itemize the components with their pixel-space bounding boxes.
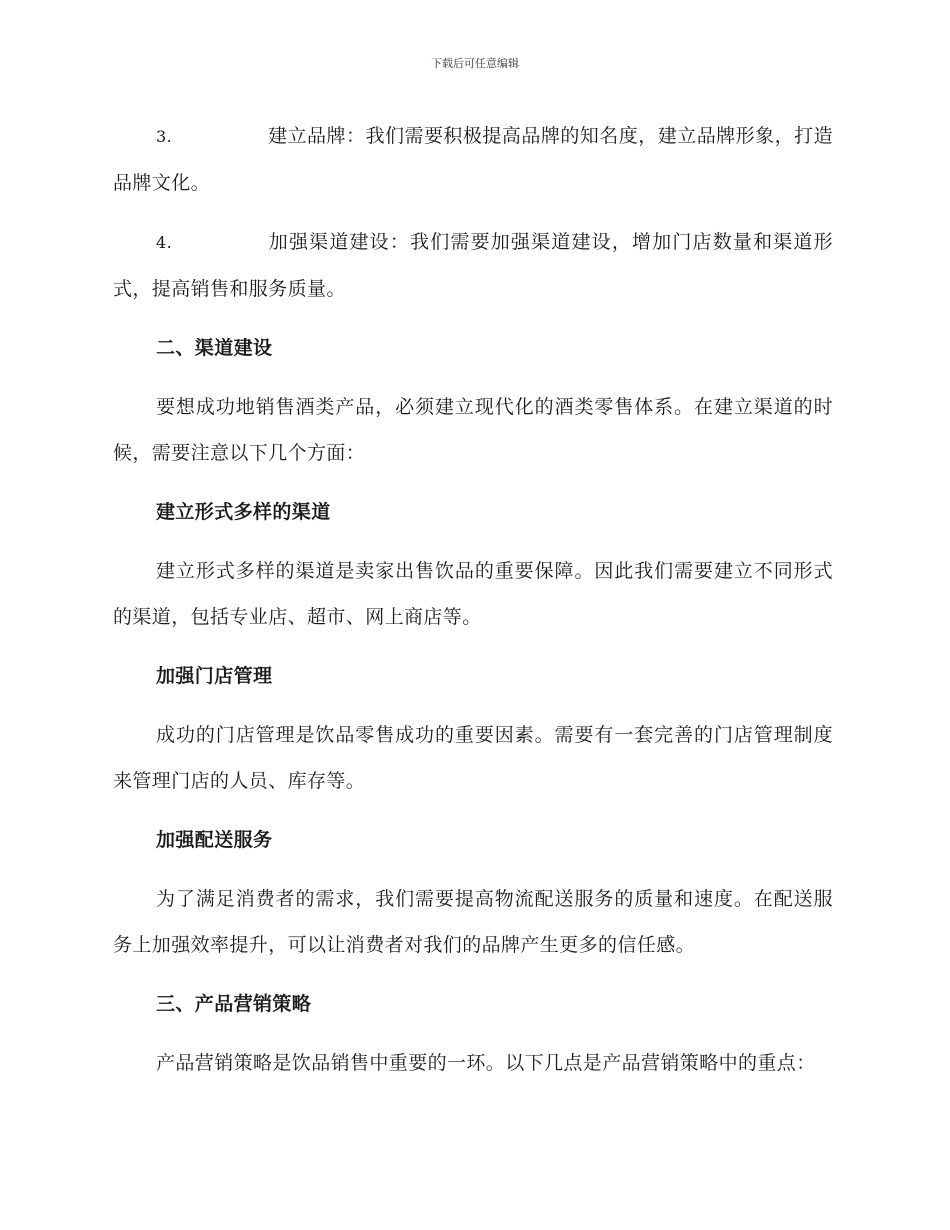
subheading-store-management: 加强门店管理: [156, 665, 273, 687]
paragraph-channel-intro: 要想成功地销售酒类产品，必须建立现代化的酒类零售体系。在建立渠道的时候，需要注意以下几个方面：: [113, 396, 833, 464]
header-note: 下载后可任意编辑: [431, 57, 519, 70]
paragraph-marketing-intro: 产品营销策略是饮品销售中重要的一环。以下几点是产品营销策略中的重点：: [156, 1052, 816, 1074]
section-heading-marketing: 三、产品营销策略: [156, 993, 312, 1015]
paragraph-diverse-channels: 建立形式多样的渠道是卖家出售饮品的重要保障。因此我们需要建立不同形式的渠道，包括专业店、超市、网上商店等。: [113, 560, 833, 628]
list-number: 4.: [156, 233, 173, 252]
subheading-delivery-service: 加强配送服务: [156, 829, 273, 851]
list-number: 3.: [156, 127, 173, 146]
document-body: [113, 113, 833, 1086]
list-item-text: 加强渠道建设：我们需要加强渠道建设，增加门店数量和渠道形式，提高销售和服务质量。: [113, 231, 833, 300]
paragraph-delivery-service: 为了满足消费者的需求，我们需要提高物流配送服务的质量和速度。在配送服务上加强效率提升，可以让消费者对我们的品牌产生更多的信任感。: [113, 888, 833, 956]
paragraph-store-management: 成功的门店管理是饮品零售成功的重要因素。需要有一套完善的门店管理制度来管理门店的人员、库存等。: [113, 724, 833, 792]
list-item-text: 建立品牌：我们需要积极提高品牌的知名度，建立品牌形象，打造品牌文化。: [113, 125, 833, 194]
section-heading-channel: 二、渠道建设: [156, 337, 273, 359]
subheading-diverse-channels: 建立形式多样的渠道: [156, 501, 331, 523]
list-item-3: [113, 113, 833, 206]
list-item-4: [113, 219, 833, 312]
